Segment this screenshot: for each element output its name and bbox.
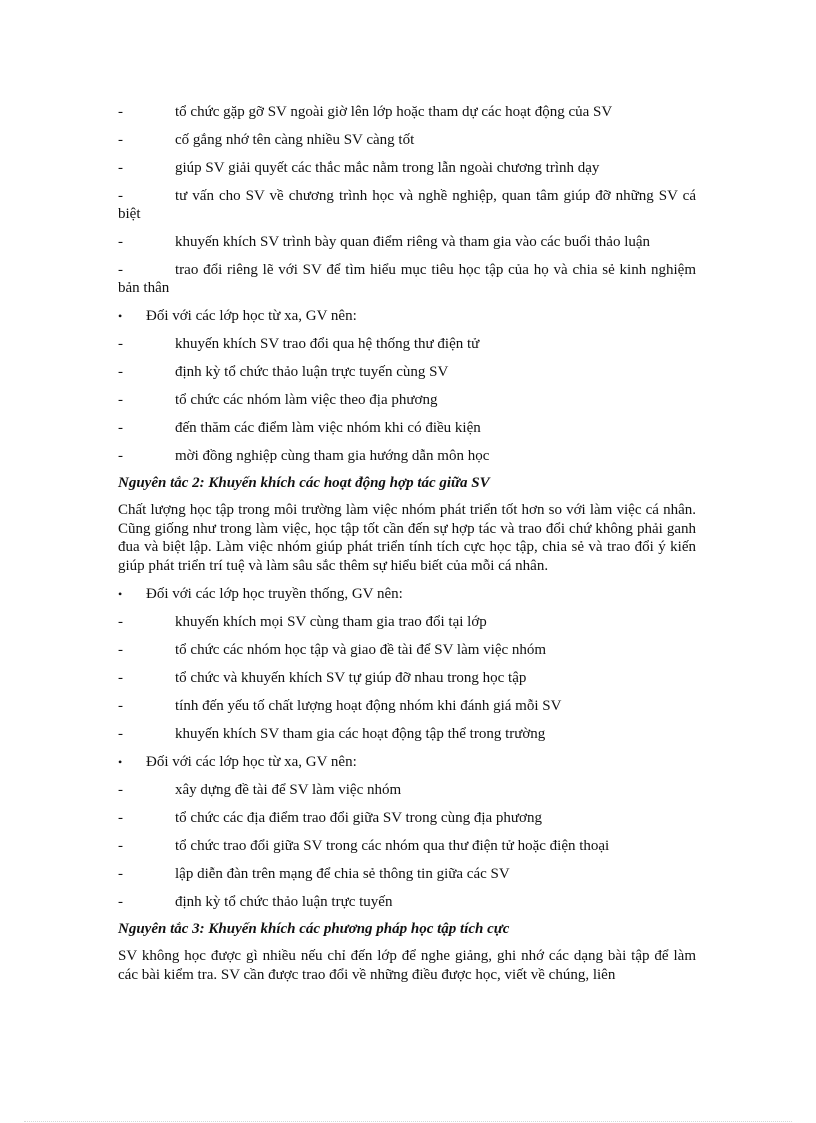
bullet-text: Đối với các lớp học từ xa, GV nên: xyxy=(146,754,357,770)
list-item-text: định kỳ tổ chức thảo luận trực tuyến cùng SV xyxy=(175,364,449,380)
dash-list-item xyxy=(118,447,696,465)
list-item-text: cố gắng nhớ tên càng nhiều SV càng tốt xyxy=(175,132,415,148)
section-heading: Nguyên tắc 2: Khuyến khích các hoạt động hợp tác giữa SV xyxy=(118,475,490,491)
dash-list-item xyxy=(118,725,696,743)
dash-marker: - xyxy=(118,336,123,352)
dash-marker: - xyxy=(118,234,123,250)
dash-list-item xyxy=(118,363,696,381)
dash-marker: - xyxy=(118,670,123,686)
bullet-list-item xyxy=(118,753,696,771)
dash-marker: - xyxy=(118,448,123,464)
dash-list-item xyxy=(118,103,696,121)
list-item-text: tổ chức các nhóm làm việc theo địa phương xyxy=(175,392,438,408)
dash-list-item xyxy=(118,159,696,177)
list-item-text: tư vấn cho SV về chương trình học và nghề nghiệp, quan tâm giúp đỡ những SV cá biệt xyxy=(118,188,696,222)
dash-list-item xyxy=(118,131,696,149)
dash-marker: - xyxy=(118,160,123,176)
bullet-text: Đối với các lớp học truyền thống, GV nên: xyxy=(146,586,403,602)
bullet-marker: • xyxy=(118,309,123,323)
dash-list-item xyxy=(118,865,696,883)
dash-marker: - xyxy=(118,364,123,380)
dash-marker: - xyxy=(118,866,123,882)
dash-marker: - xyxy=(118,698,123,714)
dash-marker: - xyxy=(118,726,123,742)
dash-list-item xyxy=(118,809,696,827)
list-item-text: khuyến khích SV trình bày quan điểm riêng và tham gia vào các buổi thảo luận xyxy=(175,234,651,250)
list-item-text: khuyến khích SV trao đổi qua hệ thống thư điện tử xyxy=(175,336,480,352)
dash-list-item xyxy=(118,261,696,297)
list-item-text: trao đổi riêng lẽ với SV để tìm hiểu mục tiêu học tập của họ và chia sẻ kinh nghiệm bản thân xyxy=(118,262,696,296)
bullet-marker: • xyxy=(118,587,123,601)
dash-marker: - xyxy=(118,132,123,148)
bullet-marker: • xyxy=(118,755,123,769)
paragraph: Chất lượng học tập trong môi trường làm việc nhóm phát triển tốt hơn so với làm việc cá nhân. Cũng giống như trong làm việc, học tập tốt cần đến sự hợp tác và trao đổi chứ không phải ganh đua và biệt lập. Làm việc nhóm giúp phát triển tính tích cực học tập, chia sẻ và trao đổi ý kiến giúp phát triển trí tuệ và làm sâu sắc thêm sự hiểu biết của mỗi cá nhân. xyxy=(118,502,696,574)
dash-list-item xyxy=(118,837,696,855)
dash-list-item xyxy=(118,419,696,437)
list-item-text: giúp SV giải quyết các thắc mắc nằm trong lẫn ngoài chương trình dạy xyxy=(175,160,600,176)
list-item-text: mời đồng nghiệp cùng tham gia hướng dẫn môn học xyxy=(175,448,490,464)
bullet-text: Đối với các lớp học từ xa, GV nên: xyxy=(146,308,357,324)
dash-marker: - xyxy=(118,614,123,630)
dash-list-item xyxy=(118,781,696,799)
list-item-text: tính đến yếu tố chất lượng hoạt động nhóm khi đánh giá mỗi SV xyxy=(175,698,562,714)
list-item-text: đến thăm các điểm làm việc nhóm khi có điều kiện xyxy=(175,420,481,436)
list-item-text: tổ chức gặp gỡ SV ngoài giờ lên lớp hoặc tham dự các hoạt động của SV xyxy=(175,104,613,120)
dash-list-item xyxy=(118,233,696,251)
dash-list-item xyxy=(118,187,696,223)
dash-marker: - xyxy=(118,642,123,658)
paragraph: SV không học được gì nhiều nếu chỉ đến lớp để nghe giảng, ghi nhớ các dạng bài tập để làm các bài kiểm tra. SV cần được trao đổi về những điều được học, viết về chúng, liên xyxy=(118,948,696,983)
dash-list-item xyxy=(118,391,696,409)
list-item-text: khuyến khích mọi SV cùng tham gia trao đổi tại lớp xyxy=(175,614,487,630)
dash-marker: - xyxy=(118,188,123,204)
page-bottom-border xyxy=(24,1121,792,1122)
list-item-text: định kỳ tổ chức thảo luận trực tuyến xyxy=(175,894,393,910)
section-heading: Nguyên tắc 3: Khuyến khích các phương pháp học tập tích cực xyxy=(118,921,510,937)
dash-marker: - xyxy=(118,810,123,826)
dash-list-item xyxy=(118,613,696,631)
list-item-text: tổ chức các nhóm học tập và giao đề tài để SV làm việc nhóm xyxy=(175,642,547,658)
dash-marker: - xyxy=(118,104,123,120)
dash-list-item xyxy=(118,335,696,353)
list-item-text: tổ chức trao đổi giữa SV trong các nhóm qua thư điện tử hoặc điện thoại xyxy=(175,838,610,854)
dash-list-item xyxy=(118,641,696,659)
dash-list-item xyxy=(118,697,696,715)
list-item-text: tổ chức các địa điểm trao đổi giữa SV trong cùng địa phương xyxy=(175,810,542,826)
bullet-list-item xyxy=(118,307,696,325)
dash-marker: - xyxy=(118,782,123,798)
list-item-text: lập diễn đàn trên mạng để chia sẻ thông tin giữa các SV xyxy=(175,866,510,882)
dash-marker: - xyxy=(118,838,123,854)
dash-marker: - xyxy=(118,420,123,436)
dash-list-item xyxy=(118,669,696,687)
dash-marker: - xyxy=(118,262,123,278)
dash-marker: - xyxy=(118,894,123,910)
list-item-text: khuyến khích SV tham gia các hoạt động tập thể trong trường xyxy=(175,726,546,742)
document-body xyxy=(118,103,696,984)
list-item-text: tổ chức và khuyến khích SV tự giúp đỡ nhau trong học tập xyxy=(175,670,527,686)
dash-marker: - xyxy=(118,392,123,408)
list-item-text: xây dựng đề tài để SV làm việc nhóm xyxy=(175,782,402,798)
bullet-list-item xyxy=(118,585,696,603)
dash-list-item xyxy=(118,893,696,911)
